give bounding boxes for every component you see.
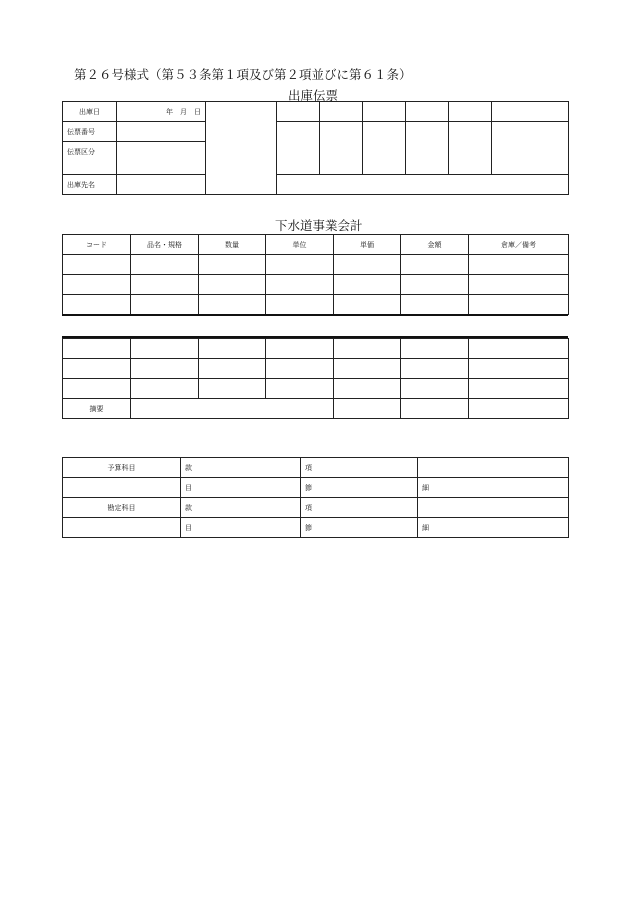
approval-head-1 — [277, 102, 320, 122]
settlement-subject-blank — [63, 518, 181, 538]
table-row — [63, 339, 569, 359]
divider-top — [62, 314, 568, 316]
form-title: 第２６号様式（第５３条第１項及び第２項並びに第６１条） — [74, 67, 412, 82]
budget-kan[interactable]: 款 — [181, 458, 301, 478]
col-warehouse-remarks: 倉庫／備考 — [469, 235, 569, 255]
budget-kou[interactable]: 項 — [301, 458, 418, 478]
approval-stamp-4[interactable] — [406, 122, 449, 175]
approval-head-6 — [492, 102, 569, 122]
items-table-continued — [62, 338, 569, 419]
settlement-subject-label: 勘定科目 — [63, 498, 181, 518]
shipment-date-label: 出庫日 — [63, 102, 117, 122]
slip-category-label: 伝票区分 — [63, 142, 117, 175]
settlement-setsu[interactable]: 節 — [301, 518, 418, 538]
account-title: 下水道事業会計 — [275, 218, 363, 233]
items-table — [62, 234, 569, 315]
summary-unit-price[interactable] — [334, 399, 401, 419]
slip-category-field[interactable] — [117, 142, 206, 175]
col-unit: 単位 — [266, 235, 334, 255]
col-amount: 金額 — [401, 235, 469, 255]
budget-setsu[interactable]: 節 — [301, 478, 418, 498]
settlement-kan[interactable]: 款 — [181, 498, 301, 518]
col-unit-price: 単価 — [334, 235, 401, 255]
destination-label: 出庫先名 — [63, 175, 117, 195]
col-quantity: 数量 — [199, 235, 266, 255]
budget-table — [62, 457, 569, 538]
shipment-date-field[interactable]: 年 月 日 — [117, 102, 206, 122]
summary-label: 摘要 — [63, 399, 131, 419]
budget-subject-label: 予算科目 — [63, 458, 181, 478]
approval-stamp-3[interactable] — [363, 122, 406, 175]
remarks-field[interactable] — [277, 175, 569, 195]
table-row — [63, 255, 569, 275]
col-code: コード — [63, 235, 131, 255]
col-item-name: 品名・規格 — [131, 235, 199, 255]
approval-stamp-5[interactable] — [449, 122, 492, 175]
approval-stamp-6[interactable] — [492, 122, 569, 175]
stamp-area — [206, 102, 277, 195]
destination-field[interactable] — [117, 175, 206, 195]
settlement-kou[interactable]: 項 — [301, 498, 418, 518]
approval-stamp-1[interactable] — [277, 122, 320, 175]
summary-field[interactable] — [131, 399, 334, 419]
table-row — [63, 295, 569, 315]
approval-head-5 — [449, 102, 492, 122]
settlement-moku[interactable]: 目 — [181, 518, 301, 538]
approval-head-2 — [320, 102, 363, 122]
slip-number-label: 伝票番号 — [63, 122, 117, 142]
slip-title: 出庫伝票 — [288, 88, 339, 103]
budget-subject-blank — [63, 478, 181, 498]
table-row — [63, 379, 569, 399]
budget-moku[interactable]: 目 — [181, 478, 301, 498]
approval-stamp-2[interactable] — [320, 122, 363, 175]
settlement-saimoku[interactable]: 細 — [418, 518, 569, 538]
budget-saimoku[interactable]: 細 — [418, 478, 569, 498]
approval-head-3 — [363, 102, 406, 122]
table-row — [63, 275, 569, 295]
settlement-extra[interactable] — [418, 498, 569, 518]
summary-amount[interactable] — [401, 399, 469, 419]
summary-remarks[interactable] — [469, 399, 569, 419]
budget-extra[interactable] — [418, 458, 569, 478]
table-row — [63, 359, 569, 379]
slip-number-field[interactable] — [117, 122, 206, 142]
approval-head-4 — [406, 102, 449, 122]
header-table — [62, 101, 569, 195]
